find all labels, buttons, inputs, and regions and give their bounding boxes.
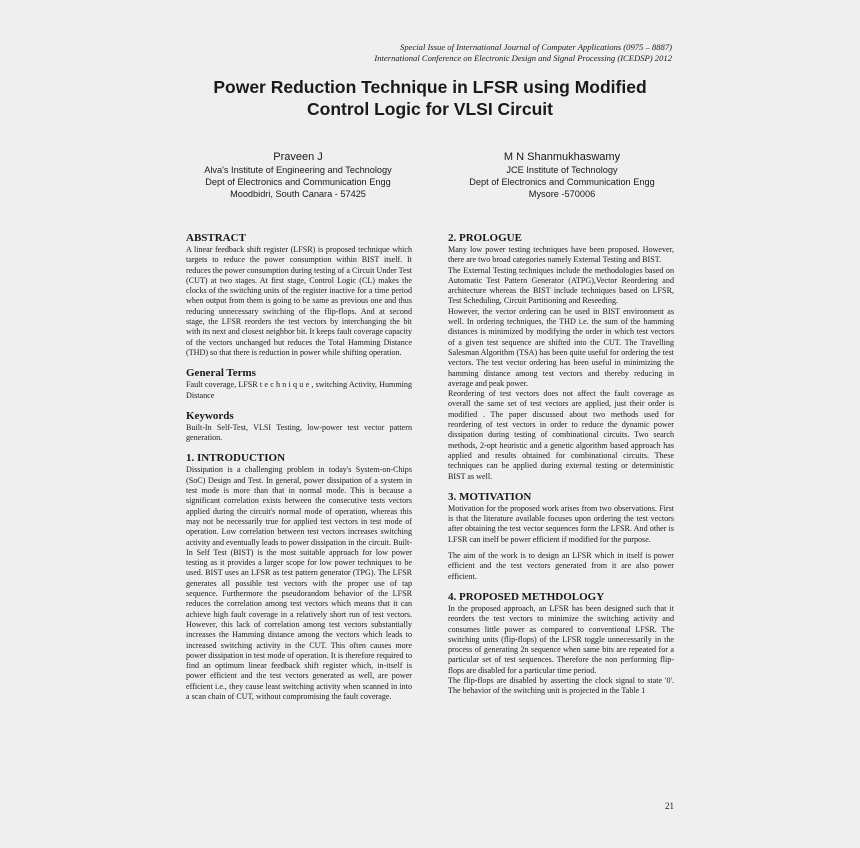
keywords-text: Built-In Self-Test, VLSI Testing, low-power test vector pattern generation. xyxy=(186,422,412,443)
motivation-paragraph-2: The aim of the work is to design an LFSR which in itself is power efficient and the test vectors generated from it are also power efficient. xyxy=(448,551,674,581)
journal-header-line1: Special Issue of International Journal of Computer Applications (0975 – 8887) xyxy=(400,42,672,52)
author-block-1 xyxy=(168,150,428,200)
author-name: M N Shanmukhaswamy xyxy=(503,151,621,163)
prologue-paragraph-1: Many low power testing techniques have been proposed. However, there are two broad categories namely External Testing and BIST. xyxy=(448,245,674,265)
methodology-paragraph-1: In the proposed approach, an LFSR has been designed such that it reorders the test vectors to minimize the switching activity and consumes little power as compared to conventional LFSR. The switching units (flip-flops) of the LFSR toggle unnecessarily in the process of generating 2n sequence when same bits are repeated for a particular set of test sequences. Therefore the non performing flip-flops are disabled for a particular time period. xyxy=(448,603,674,675)
paper-title-line2: Control Logic for VLSI Circuit xyxy=(307,99,553,119)
methodology-heading: 4. PROPOSED METHDOLOGY xyxy=(448,590,605,603)
page-number: 21 xyxy=(665,801,674,811)
left-column xyxy=(186,232,412,702)
author-address: Moodbidri, South Canara - 57425 xyxy=(230,189,366,199)
author-affiliation: Alva's Institute of Engineering and Technology xyxy=(204,165,392,175)
right-column xyxy=(448,232,674,697)
prologue-paragraph-2: The External Testing techniques include the methodologies based on Automatic Test Pattern Generator (ATPG),Vector Reordering and architecture whereas the BIST include techniques based on LFSR, Test Scheduling, Circuit Partitioning and Reseeding. xyxy=(448,265,674,306)
paper-title xyxy=(150,76,710,120)
author-block-2 xyxy=(432,150,692,200)
introduction-heading: 1. INTRODUCTION xyxy=(186,452,286,465)
methodology-paragraph-2: The flip-flops are disabled by asserting the clock signal to state '0'. The behavior of the switching unit is projected in the Table 1 xyxy=(448,675,674,696)
general-terms-text: Fault coverage, LFSR t e c h n i q u e , switching Activity, Humming Distance xyxy=(186,380,412,400)
abstract-heading: ABSTRACT xyxy=(186,232,246,244)
general-terms-heading: General Terms xyxy=(186,367,256,380)
author-department: Dept of Electronics and Communication Engg xyxy=(469,177,655,187)
author-address: Mysore -570006 xyxy=(528,189,596,199)
prologue-heading: 2. PROLOGUE xyxy=(448,232,522,244)
prologue-paragraph-3: However, the vector ordering can be used in BIST environment as well. In ordering techniques, the THD i.e. the sum of the hamming distances is minimized by modifying the order in which test vectors of a given test sequence are shifted into the CUT. The Travelling Salesman Algorithm (TSA) has been quite useful for ordering the test vectors. The test vector ordering has been useful in minimizing the hamming distance among test vectors and thereby reducing in average and peak power. xyxy=(448,306,674,388)
abstract-text: A linear feedback shift register (LFSR) is proposed technique which targets to reduce the power consumption within BIST itself. It reduces the power consumption during testing of a Circuit Under Test (CUT) at two stages. At first stage, Control Logic (CL) makes the clocks of the switching units of the register inactive for a time period when output from them is going to be same as previous one and thus reducing unnecessary switching of the flip-flops. And at second stage, the LFSR reorders the test vectors by interchanging the bit with its next and closest neighbor bit. It keeps fault coverage capacity of the vectors unchanged but reduces the Total Hamming Distance (THD) so that there is reduction in power while shifting operation. xyxy=(186,245,412,357)
paper-title-line1: Power Reduction Technique in LFSR using Modified xyxy=(213,77,647,97)
author-name: Praveen J xyxy=(273,151,323,163)
prologue-paragraph-4: Reordering of test vectors does not affect the fault coverage as overall the same set of test vectors are applied, just their order is modified . The paper discussed about two methods used for reordering of test vectors in order to reduce the dynamic power dissipation during testing of combinational circuits. Two search methods, 2-opt heuristic and a genetic algorithm based approach has applied and results obtained for combinational circuits. These techniques can be applied during external testing or deterministic BIST as well. xyxy=(448,389,674,481)
author-affiliation: JCE Institute of Technology xyxy=(506,165,618,175)
motivation-heading: 3. MOTIVATION xyxy=(448,490,532,503)
journal-header-line2: International Conference on Electronic Design and Signal Processing (ICEDSP) 2012 xyxy=(374,53,672,63)
keywords-heading: Keywords xyxy=(186,409,234,422)
motivation-paragraph-1: Motivation for the proposed work arises from two observations. First is that the literature available focuses upon ordering the test vectors after obtaining the test vector sequences form the LFSR. And other is LFSR can itself be power efficient if modified for the purpose. xyxy=(448,503,674,544)
introduction-text: Dissipation is a challenging problem in today's System-on-Chips (SoC) Design and Test. In general, power dissipation of a system in test mode is more than that in normal mode. This is because a significant correlation exists between the consecutive tests vectors applied during the circuit's normal mode of operation, whereas this may not be necessarily true for applied test vectors in test mode of operation. Low correlation between test vectors increases switching activity and eventually leads to power dissipation in the circuit. Built-In Self Test (BIST) is the most suitable approach for low power testing as it provides a larger scope for low power techniques to be used. BIST uses an LFSR as test pattern generator (TPG). The LFSR generates all possible test vectors with the proper use of tap sequence. Furthermore the pseudorandom behavior of the LFSR reduces the correlation among test vectors which means that it can achieve high fault coverage in a relatively short run of test vectors. However, this lack of correlation among test vectors substantially increases the Hamming distance among the vectors which leads to increased switching activity in the CUT. This often causes more power dissipation in test mode of operation. It is therefore required to find an optimum linear feedback shift register which, in-itself is power efficient and the test vectors generated as well, are power efficient i.e., they cause least switching activity when scanned in into a scan chain of CUT, without compromising the fault coverage. xyxy=(186,465,412,701)
author-department: Dept of Electronics and Communication Engg xyxy=(205,177,391,187)
